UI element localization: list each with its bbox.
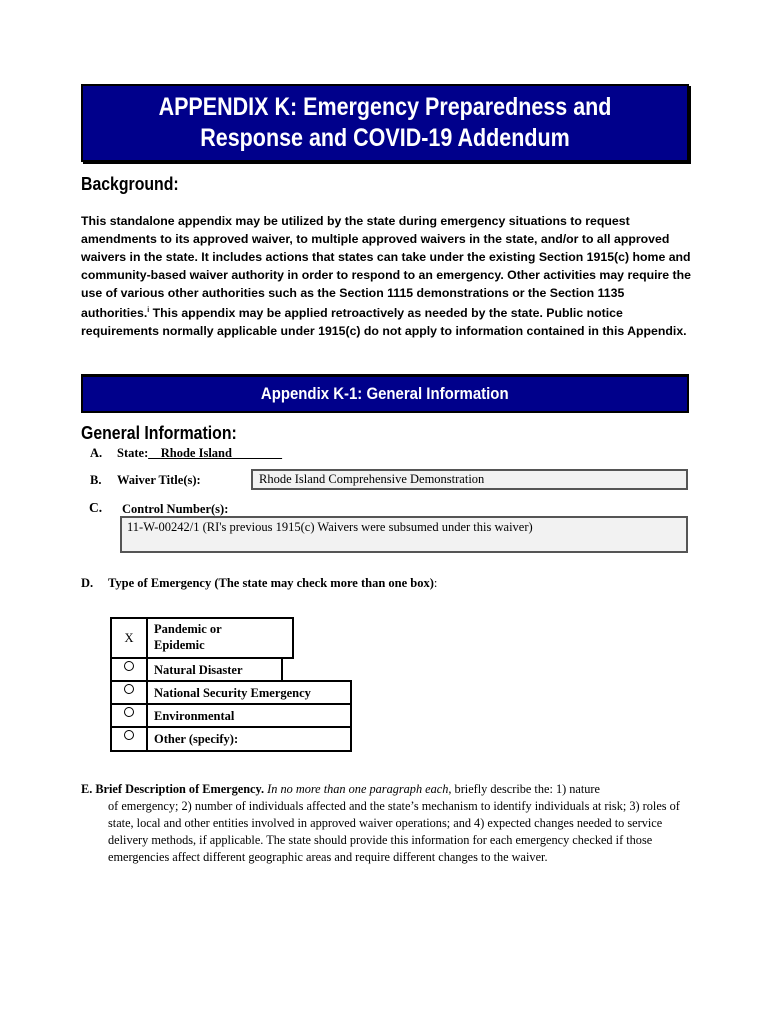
state-field[interactable]: [117, 446, 282, 461]
background-paragraph: [81, 212, 693, 340]
appendix-title-banner: [81, 84, 689, 162]
pandemic-checkbox[interactable]: X: [110, 617, 148, 659]
footnote-mark: i: [147, 307, 150, 314]
state-label: State:: [117, 446, 149, 460]
brief-description-italic: In no more than one paragraph each: [267, 782, 449, 796]
general-info-heading: General Information:: [81, 423, 237, 443]
brief-description-lead: Brief Description of Emergency.: [95, 782, 265, 796]
background-heading: Background:: [81, 174, 179, 194]
item-c-letter: C.: [89, 500, 103, 515]
emergency-option-environmental[interactable]: [110, 703, 352, 728]
k1-section-title: Appendix K-1: General Information: [261, 384, 509, 403]
emergency-option-national-security[interactable]: [110, 680, 352, 705]
control-number-label: Control Number(s):: [122, 502, 229, 516]
waiver-title-label: Waiver Title(s):: [117, 473, 201, 487]
background-text-part2: This appendix may be applied retroactively as needed by the state. Public notice requirements normally applicable under 1915(c) do not apply to information contained in this Appendix.: [81, 306, 687, 339]
brief-description-paragraph: [81, 781, 693, 866]
item-d-letter: D.: [81, 576, 94, 590]
item-b-letter: B.: [90, 473, 102, 487]
national-security-checkbox[interactable]: [110, 680, 148, 705]
brief-description-text-line1: , briefly describe the: 1) nature: [448, 782, 600, 796]
other-label: Other (specify):: [146, 726, 352, 752]
pandemic-label: Pandemic or Epidemic: [146, 617, 294, 659]
national-security-label: National Security Emergency: [146, 680, 352, 705]
control-number-field[interactable]: 11-W-00242/1 (RI's previous 1915(c) Waivers were subsumed under this waiver): [120, 516, 688, 553]
emergency-type-label: Type of Emergency (The state may check more than one box):: [108, 576, 438, 590]
k1-section-banner: [81, 374, 689, 413]
appendix-title-line-2: Response and COVID-19 Addendum: [200, 124, 570, 152]
environmental-label: Environmental: [146, 703, 352, 728]
brief-description-text-rest: of emergency; 2) number of individuals affected and the state’s mechanism to identify individuals at risk; 3) roles of state, local and other entities involved in approved waiver operations; and 4) expected changes needed to service delivery methods, if applicable. The state should provide this information for each emergency checked if those emergencies affect different geographic areas and require different changes to the waiver.: [108, 799, 680, 864]
environmental-checkbox[interactable]: [110, 703, 148, 728]
state-value: __Rhode Island________: [148, 446, 282, 460]
radio-circle-icon: [124, 661, 134, 671]
emergency-option-pandemic[interactable]: [110, 617, 294, 659]
appendix-title-line-1: APPENDIX K: Emergency Preparedness and: [158, 93, 612, 121]
radio-circle-icon: [124, 707, 134, 717]
waiver-title-field[interactable]: Rhode Island Comprehensive Demonstration: [251, 469, 688, 490]
background-text-part1: This standalone appendix may be utilized by the state during emergency situations to request amendments to its approved waiver, to multiple approved waivers in the state, and/or to all approved waivers in the state. It includes actions that states can take under the existing Section 1915(c) home and community-based waiver authority in order to respond to an emergency. Other activities may require the use of various other authorities such as the Section 1115 demonstrations or the Section 1135 authorities.: [81, 214, 691, 321]
radio-circle-icon: [124, 684, 134, 694]
emergency-option-natural-disaster[interactable]: [110, 657, 283, 682]
natural-disaster-checkbox[interactable]: [110, 657, 148, 682]
item-a-letter: A.: [90, 446, 103, 460]
radio-circle-icon: [124, 730, 134, 740]
item-e-letter: E.: [81, 782, 93, 796]
emergency-option-other[interactable]: [110, 726, 352, 752]
natural-disaster-label: Natural Disaster: [146, 657, 283, 682]
other-checkbox[interactable]: [110, 726, 148, 752]
